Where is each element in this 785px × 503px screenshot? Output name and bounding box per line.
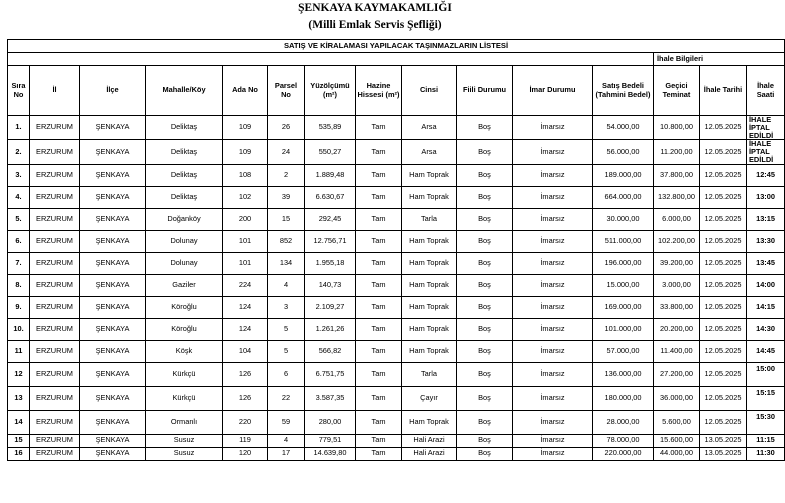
cell-ilce: ŞENKAYA: [80, 230, 146, 252]
cell-saat: 13:45: [747, 252, 785, 274]
ihale-group-header: İhale Bilgileri: [654, 53, 785, 66]
cell-ilce: ŞENKAYA: [80, 340, 146, 362]
cell-saat: 12:45: [747, 164, 785, 186]
cell-cinsi: Ham Toprak: [402, 296, 457, 318]
cell-ilce: ŞENKAYA: [80, 116, 146, 140]
cell-cinsi: Arsa: [402, 116, 457, 140]
cell-yuzolcumu: 1.955,18: [305, 252, 356, 274]
cell-il: ERZURUM: [30, 116, 80, 140]
cell-hisse: Tam: [356, 386, 402, 410]
cell-parsel: 17: [268, 447, 305, 460]
cell-saat: 11:30: [747, 447, 785, 460]
cell-ada: 108: [223, 164, 268, 186]
cell-cinsi: Arsa: [402, 140, 457, 164]
cell-parsel: 6: [268, 362, 305, 386]
cell-ada: 126: [223, 362, 268, 386]
cell-imar: İmarsız: [513, 252, 593, 274]
header-spacer: [8, 53, 654, 66]
cell-mahalle: Deliktaş: [146, 116, 223, 140]
table-row: [8, 296, 785, 318]
cell-mahalle: Susuz: [146, 434, 223, 447]
cell-tarih: 12.05.2025: [700, 362, 747, 386]
cell-teminat: 27.200,00: [654, 362, 700, 386]
cell-tarih: 12.05.2025: [700, 140, 747, 164]
cell-yuzolcumu: 292,45: [305, 208, 356, 230]
cell-mahalle: Dolunay: [146, 252, 223, 274]
cell-yuzolcumu: 566,82: [305, 340, 356, 362]
cell-imar: İmarsız: [513, 230, 593, 252]
cell-hisse: Tam: [356, 140, 402, 164]
cell-parsel: 134: [268, 252, 305, 274]
cell-tarih: 12.05.2025: [700, 386, 747, 410]
cell-hisse: Tam: [356, 208, 402, 230]
cell-teminat: 132.800,00: [654, 186, 700, 208]
cell-fiili: Boş: [457, 340, 513, 362]
cell-ilce: ŞENKAYA: [80, 140, 146, 164]
cell-ilce: ŞENKAYA: [80, 318, 146, 340]
cell-teminat: 20.200,00: [654, 318, 700, 340]
cell-fiili: Boş: [457, 208, 513, 230]
cell-parsel: 26: [268, 116, 305, 140]
cell-fiili: Boş: [457, 274, 513, 296]
cell-bedel: 511.000,00: [593, 230, 654, 252]
col-header-sira: Sıra No: [8, 66, 30, 116]
cell-tarih: 12.05.2025: [700, 340, 747, 362]
cell-ada: 101: [223, 252, 268, 274]
cell-teminat: 3.000,00: [654, 274, 700, 296]
cell-tarih: 12.05.2025: [700, 230, 747, 252]
cell-sira: 1.: [8, 116, 30, 140]
cell-ilce: ŞENKAYA: [80, 164, 146, 186]
cell-teminat: 10.800,00: [654, 116, 700, 140]
cell-hisse: Tam: [356, 164, 402, 186]
cell-yuzolcumu: 280,00: [305, 410, 356, 434]
cell-il: ERZURUM: [30, 274, 80, 296]
col-header-saat: İhale Saati: [747, 66, 785, 116]
cell-il: ERZURUM: [30, 410, 80, 434]
cell-saat: 13:00: [747, 186, 785, 208]
cell-saat: 14:30: [747, 318, 785, 340]
table-row: [8, 140, 785, 164]
cell-yuzolcumu: 6.751,75: [305, 362, 356, 386]
cell-yuzolcumu: 535,89: [305, 116, 356, 140]
table-caption: SATIŞ VE KİRALAMASI YAPILACAK TAŞINMAZLARIN LİSTESİ: [8, 40, 785, 53]
cell-cinsi: Tarla: [402, 208, 457, 230]
col-header-fiili: Fiili Durumu: [457, 66, 513, 116]
cell-il: ERZURUM: [30, 140, 80, 164]
table-row: [8, 340, 785, 362]
cell-sira: 3.: [8, 164, 30, 186]
cell-mahalle: Deliktaş: [146, 140, 223, 164]
cell-ada: 224: [223, 274, 268, 296]
cell-fiili: Boş: [457, 362, 513, 386]
cell-cinsi: Hali Arazi: [402, 447, 457, 460]
cell-ada: 104: [223, 340, 268, 362]
cell-il: ERZURUM: [30, 447, 80, 460]
cell-ilce: ŞENKAYA: [80, 410, 146, 434]
cell-tarih: 12.05.2025: [700, 318, 747, 340]
cell-il: ERZURUM: [30, 296, 80, 318]
cell-mahalle: Kürkçü: [146, 362, 223, 386]
cell-saat: 14:00: [747, 274, 785, 296]
cell-bedel: 78.000,00: [593, 434, 654, 447]
cell-parsel: 39: [268, 186, 305, 208]
cell-ilce: ŞENKAYA: [80, 447, 146, 460]
page-title: ŞENKAYA KAYMAKAMLIĞI: [298, 2, 452, 14]
cell-bedel: 664.000,00: [593, 186, 654, 208]
table-row: [8, 164, 785, 186]
cell-il: ERZURUM: [30, 164, 80, 186]
cell-ilce: ŞENKAYA: [80, 386, 146, 410]
cell-cinsi: Ham Toprak: [402, 252, 457, 274]
col-header-teminat: Geçici Teminat: [654, 66, 700, 116]
cell-hisse: Tam: [356, 116, 402, 140]
cell-sira: 15: [8, 434, 30, 447]
cell-yuzolcumu: 140,73: [305, 274, 356, 296]
cell-imar: İmarsız: [513, 140, 593, 164]
cell-imar: İmarsız: [513, 164, 593, 186]
cell-yuzolcumu: 1.889,48: [305, 164, 356, 186]
cell-tarih: 12.05.2025: [700, 274, 747, 296]
cell-fiili: Boş: [457, 230, 513, 252]
cell-parsel: 5: [268, 318, 305, 340]
table-row: [8, 208, 785, 230]
cell-teminat: 39.200,00: [654, 252, 700, 274]
cell-teminat: 15.600,00: [654, 434, 700, 447]
cell-parsel: 24: [268, 140, 305, 164]
cell-hisse: Tam: [356, 186, 402, 208]
cell-tarih: 12.05.2025: [700, 296, 747, 318]
cell-hisse: Tam: [356, 252, 402, 274]
cell-ilce: ŞENKAYA: [80, 252, 146, 274]
cell-saat: 15:30: [747, 410, 785, 434]
cell-sira: 4.: [8, 186, 30, 208]
cell-teminat: 11.200,00: [654, 140, 700, 164]
cell-hisse: Tam: [356, 362, 402, 386]
cell-fiili: Boş: [457, 186, 513, 208]
cell-ada: 220: [223, 410, 268, 434]
cell-tarih: 12.05.2025: [700, 186, 747, 208]
cell-ada: 126: [223, 386, 268, 410]
cell-mahalle: Kürkçü: [146, 386, 223, 410]
cell-imar: İmarsız: [513, 318, 593, 340]
cell-imar: İmarsız: [513, 116, 593, 140]
cell-ada: 101: [223, 230, 268, 252]
cell-imar: İmarsız: [513, 274, 593, 296]
cell-ilce: ŞENKAYA: [80, 186, 146, 208]
cell-teminat: 102.200,00: [654, 230, 700, 252]
cell-mahalle: Deliktaş: [146, 164, 223, 186]
cell-saat: İHALE İPTAL EDİLDİ: [747, 116, 785, 140]
cell-tarih: 12.05.2025: [700, 208, 747, 230]
cell-ilce: ŞENKAYA: [80, 434, 146, 447]
cell-bedel: 15.000,00: [593, 274, 654, 296]
cell-bedel: 57.000,00: [593, 340, 654, 362]
cell-il: ERZURUM: [30, 362, 80, 386]
table-row: [8, 410, 785, 434]
table-row: [8, 116, 785, 140]
cell-fiili: Boş: [457, 447, 513, 460]
cell-ilce: ŞENKAYA: [80, 208, 146, 230]
cell-bedel: 101.000,00: [593, 318, 654, 340]
cell-cinsi: Ham Toprak: [402, 274, 457, 296]
cell-tarih: 12.05.2025: [700, 116, 747, 140]
cell-yuzolcumu: 1.261,26: [305, 318, 356, 340]
cell-tarih: 12.05.2025: [700, 252, 747, 274]
col-header-tarih: İhale Tarihi: [700, 66, 747, 116]
cell-il: ERZURUM: [30, 318, 80, 340]
col-header-ada: Ada No: [223, 66, 268, 116]
cell-fiili: Boş: [457, 434, 513, 447]
cell-saat: 14:15: [747, 296, 785, 318]
cell-imar: İmarsız: [513, 447, 593, 460]
cell-yuzolcumu: 3.587,35: [305, 386, 356, 410]
cell-sira: 14: [8, 410, 30, 434]
col-header-il: İl: [30, 66, 80, 116]
cell-il: ERZURUM: [30, 186, 80, 208]
table-row: [8, 434, 785, 447]
cell-saat: 13:30: [747, 230, 785, 252]
cell-ada: 109: [223, 116, 268, 140]
cell-imar: İmarsız: [513, 340, 593, 362]
cell-hisse: Tam: [356, 340, 402, 362]
cell-sira: 5.: [8, 208, 30, 230]
cell-bedel: 169.000,00: [593, 296, 654, 318]
cell-il: ERZURUM: [30, 386, 80, 410]
cell-mahalle: Dolunay: [146, 230, 223, 252]
cell-fiili: Boş: [457, 318, 513, 340]
property-table: [7, 39, 785, 461]
cell-hisse: Tam: [356, 230, 402, 252]
cell-fiili: Boş: [457, 410, 513, 434]
cell-sira: 8.: [8, 274, 30, 296]
cell-il: ERZURUM: [30, 252, 80, 274]
cell-bedel: 136.000,00: [593, 362, 654, 386]
cell-imar: İmarsız: [513, 386, 593, 410]
cell-sira: 16: [8, 447, 30, 460]
cell-parsel: 4: [268, 434, 305, 447]
cell-tarih: 13.05.2025: [700, 434, 747, 447]
cell-yuzolcumu: 12.756,71: [305, 230, 356, 252]
cell-ada: 120: [223, 447, 268, 460]
table-row: [8, 186, 785, 208]
cell-parsel: 4: [268, 274, 305, 296]
cell-sira: 2.: [8, 140, 30, 164]
cell-bedel: 196.000,00: [593, 252, 654, 274]
cell-bedel: 54.000,00: [593, 116, 654, 140]
cell-ilce: ŞENKAYA: [80, 274, 146, 296]
cell-ada: 119: [223, 434, 268, 447]
table-row: [8, 252, 785, 274]
cell-teminat: 44.000,00: [654, 447, 700, 460]
cell-parsel: 3: [268, 296, 305, 318]
cell-fiili: Boş: [457, 140, 513, 164]
cell-mahalle: Köroğlu: [146, 296, 223, 318]
cell-fiili: Boş: [457, 252, 513, 274]
cell-parsel: 2: [268, 164, 305, 186]
cell-imar: İmarsız: [513, 208, 593, 230]
cell-yuzolcumu: 779,51: [305, 434, 356, 447]
cell-saat: İHALE İPTAL EDİLDİ: [747, 140, 785, 164]
cell-teminat: 5.600,00: [654, 410, 700, 434]
cell-bedel: 180.000,00: [593, 386, 654, 410]
cell-mahalle: Susuz: [146, 447, 223, 460]
cell-tarih: 12.05.2025: [700, 410, 747, 434]
cell-mahalle: Ormanlı: [146, 410, 223, 434]
cell-bedel: 189.000,00: [593, 164, 654, 186]
cell-hisse: Tam: [356, 434, 402, 447]
cell-ada: 124: [223, 296, 268, 318]
cell-bedel: 220.000,00: [593, 447, 654, 460]
table-row: [8, 447, 785, 460]
cell-parsel: 5: [268, 340, 305, 362]
cell-mahalle: Gaziler: [146, 274, 223, 296]
cell-imar: İmarsız: [513, 362, 593, 386]
cell-cinsi: Ham Toprak: [402, 410, 457, 434]
cell-mahalle: Köroğlu: [146, 318, 223, 340]
cell-yuzolcumu: 14.639,80: [305, 447, 356, 460]
cell-bedel: 30.000,00: [593, 208, 654, 230]
cell-ilce: ŞENKAYA: [80, 362, 146, 386]
cell-il: ERZURUM: [30, 434, 80, 447]
col-header-cinsi: Cinsi: [402, 66, 457, 116]
cell-hisse: Tam: [356, 274, 402, 296]
col-header-bedel: Satış Bedeli (Tahmini Bedel): [593, 66, 654, 116]
cell-saat: 13:15: [747, 208, 785, 230]
cell-ilce: ŞENKAYA: [80, 296, 146, 318]
cell-ada: 200: [223, 208, 268, 230]
cell-parsel: 22: [268, 386, 305, 410]
cell-cinsi: Tarla: [402, 362, 457, 386]
cell-tarih: 13.05.2025: [700, 447, 747, 460]
cell-cinsi: Çayır: [402, 386, 457, 410]
cell-sira: 6.: [8, 230, 30, 252]
cell-yuzolcumu: 6.630,67: [305, 186, 356, 208]
cell-fiili: Boş: [457, 386, 513, 410]
col-header-mahalle: Mahalle/Köy: [146, 66, 223, 116]
cell-fiili: Boş: [457, 116, 513, 140]
cell-imar: İmarsız: [513, 186, 593, 208]
cell-mahalle: Deliktaş: [146, 186, 223, 208]
cell-il: ERZURUM: [30, 340, 80, 362]
cell-cinsi: Ham Toprak: [402, 318, 457, 340]
cell-fiili: Boş: [457, 164, 513, 186]
cell-sira: 7.: [8, 252, 30, 274]
cell-sira: 13: [8, 386, 30, 410]
cell-hisse: Tam: [356, 410, 402, 434]
cell-cinsi: Ham Toprak: [402, 164, 457, 186]
cell-yuzolcumu: 2.109,27: [305, 296, 356, 318]
cell-cinsi: Hali Arazi: [402, 434, 457, 447]
cell-imar: İmarsız: [513, 434, 593, 447]
table-row: [8, 230, 785, 252]
cell-imar: İmarsız: [513, 410, 593, 434]
cell-teminat: 36.000,00: [654, 386, 700, 410]
cell-cinsi: Ham Toprak: [402, 186, 457, 208]
cell-saat: 11:15: [747, 434, 785, 447]
cell-sira: 10.: [8, 318, 30, 340]
cell-teminat: 11.400,00: [654, 340, 700, 362]
cell-sira: 9.: [8, 296, 30, 318]
cell-cinsi: Ham Toprak: [402, 340, 457, 362]
cell-hisse: Tam: [356, 318, 402, 340]
cell-bedel: 56.000,00: [593, 140, 654, 164]
cell-imar: İmarsız: [513, 296, 593, 318]
cell-cinsi: Ham Toprak: [402, 230, 457, 252]
col-header-imar: İmar Durumu: [513, 66, 593, 116]
cell-mahalle: Doğanköy: [146, 208, 223, 230]
table-row: [8, 274, 785, 296]
cell-parsel: 59: [268, 410, 305, 434]
cell-parsel: 852: [268, 230, 305, 252]
page-subtitle: (Milli Emlak Servis Şefliği): [308, 19, 442, 31]
table-row: [8, 318, 785, 340]
col-header-parsel: Parsel No: [268, 66, 305, 116]
cell-teminat: 33.800,00: [654, 296, 700, 318]
cell-saat: 15:15: [747, 386, 785, 410]
cell-parsel: 15: [268, 208, 305, 230]
col-header-yuzolcumu: Yüzölçümü (m²): [305, 66, 356, 116]
cell-sira: 12: [8, 362, 30, 386]
col-header-hisse: Hazine Hissesi (m²): [356, 66, 402, 116]
col-header-ilce: İlçe: [80, 66, 146, 116]
table-row: [8, 362, 785, 386]
cell-teminat: 6.000,00: [654, 208, 700, 230]
cell-mahalle: Köşk: [146, 340, 223, 362]
cell-saat: 15:00: [747, 362, 785, 386]
cell-teminat: 37.800,00: [654, 164, 700, 186]
cell-hisse: Tam: [356, 447, 402, 460]
cell-ada: 102: [223, 186, 268, 208]
cell-ada: 109: [223, 140, 268, 164]
cell-fiili: Boş: [457, 296, 513, 318]
table-row: [8, 386, 785, 410]
cell-sira: 11: [8, 340, 30, 362]
cell-hisse: Tam: [356, 296, 402, 318]
cell-ada: 124: [223, 318, 268, 340]
cell-il: ERZURUM: [30, 208, 80, 230]
cell-tarih: 12.05.2025: [700, 164, 747, 186]
cell-il: ERZURUM: [30, 230, 80, 252]
cell-bedel: 28.000,00: [593, 410, 654, 434]
cell-saat: 14:45: [747, 340, 785, 362]
cell-yuzolcumu: 550,27: [305, 140, 356, 164]
